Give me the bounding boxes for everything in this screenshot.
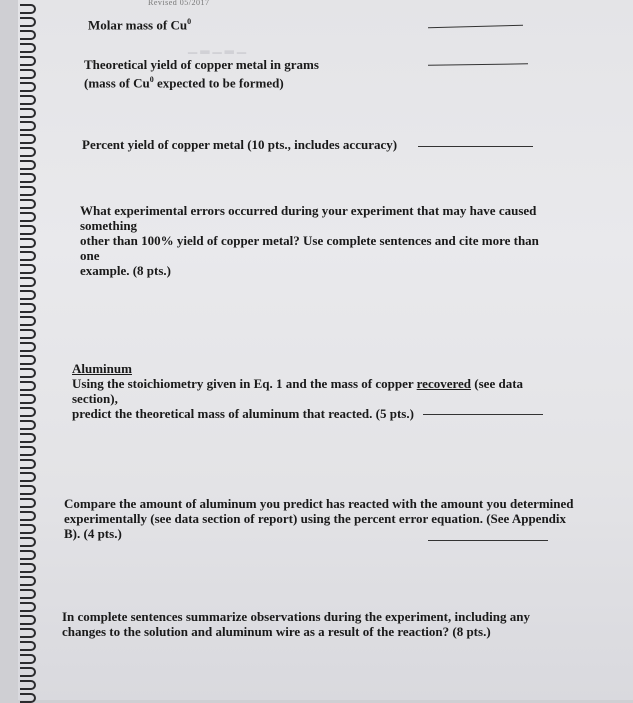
summarize-line1: In complete sentences summarize observations during the experiment, including any [62, 609, 530, 624]
spiral-loop [20, 355, 36, 365]
spiral-loop [20, 498, 36, 508]
percent-yield-answer-line[interactable] [418, 146, 533, 147]
errors-line1: What experimental errors occurred during your experiment that may have caused something [80, 203, 537, 233]
spiral-loop [20, 290, 36, 300]
spiral-loop [20, 511, 36, 521]
spiral-loop [20, 329, 36, 339]
spiral-loop [20, 303, 36, 313]
spiral-loop [20, 563, 36, 573]
errors-line2: other than 100% yield of copper metal? Use complete sentences and cite more than one [80, 233, 539, 263]
spiral-loop [20, 459, 36, 469]
compare-answer-line[interactable] [428, 540, 548, 541]
spiral-loop [20, 17, 36, 27]
errors-line3: example. (8 pts.) [80, 263, 171, 278]
spiral-loop [20, 667, 36, 677]
percent-yield-label: Percent yield of copper metal (10 pts., includes accuracy) [82, 137, 398, 152]
spiral-loop [20, 4, 36, 14]
compare-line2: experimentally (see data section of report) using the percent error equation. (See Appendix [64, 511, 567, 526]
summarize-question [62, 609, 577, 639]
bleed-through-text: ▁ ▂ ▁ ▂ ▁ [188, 40, 247, 54]
aluminum-line1-recovered: recovered [416, 376, 472, 391]
theoretical-yield-line2 [84, 72, 319, 90]
header-revision: Revised 05/2017 [148, 0, 210, 7]
theoretical-yield-answer-line[interactable] [428, 63, 528, 65]
spiral-loop [20, 472, 36, 482]
spiral-loop [20, 524, 36, 534]
aluminum-line2: predict the theoretical mass of aluminum that reacted. (5 pts.) [72, 406, 414, 421]
spiral-loop [20, 212, 36, 222]
spiral-loop [20, 56, 36, 66]
theoretical-yield-label [84, 57, 319, 90]
spiral-loop [20, 121, 36, 131]
spiral-loop [20, 368, 36, 378]
spiral-loop [20, 641, 36, 651]
aluminum-line1 [72, 376, 572, 406]
summarize-line2: changes to the solution and aluminum wire as a result of the reaction? (8 pts.) [62, 624, 491, 639]
compare-line1: Compare the amount of aluminum you predict has reacted with the amount you determined [64, 496, 574, 511]
spiral-loop [20, 420, 36, 430]
spiral-loop [20, 186, 36, 196]
errors-question [80, 203, 560, 278]
spiral-loop [20, 134, 36, 144]
spiral-loop [20, 316, 36, 326]
spiral-loop [20, 160, 36, 170]
spiral-loop [20, 199, 36, 209]
spiral-loop [20, 654, 36, 664]
spiral-loop [20, 602, 36, 612]
spiral-loop [20, 225, 36, 235]
aluminum-section [72, 361, 572, 421]
theoretical-yield-line2-pre: (mass of Cu [84, 75, 150, 91]
spiral-loop [20, 251, 36, 261]
spiral-loop [20, 69, 36, 79]
molar-mass-label [88, 14, 191, 32]
spiral-loop [20, 693, 36, 703]
compare-question [64, 496, 574, 541]
spiral-loop [20, 277, 36, 287]
theoretical-yield-line2-post: expected to be formed) [153, 75, 284, 91]
spiral-binding [18, 0, 40, 700]
spiral-loop [20, 576, 36, 586]
theoretical-yield-line1: Theoretical yield of copper metal in grams [84, 57, 319, 72]
spiral-loop [20, 615, 36, 625]
spiral-loop [20, 30, 36, 40]
spiral-loop [20, 446, 36, 456]
spiral-loop [20, 264, 36, 274]
spiral-loop [20, 433, 36, 443]
spiral-loop [20, 407, 36, 417]
aluminum-line1-post: (see data section), [72, 376, 524, 406]
worksheet-page [18, 0, 633, 700]
spiral-loop [20, 342, 36, 352]
aluminum-answer-line[interactable] [423, 414, 543, 415]
spiral-loop [20, 43, 36, 53]
spiral-loop [20, 147, 36, 157]
spiral-loop [20, 680, 36, 690]
compare-line3: B). (4 pts.) [64, 526, 122, 541]
theoretical-yield-line2-sup: 0 [149, 75, 154, 84]
spiral-loop [20, 537, 36, 547]
aluminum-heading: Aluminum [72, 361, 132, 376]
spiral-loop [20, 589, 36, 599]
spiral-loop [20, 108, 36, 118]
spiral-loop [20, 485, 36, 495]
spiral-loop [20, 394, 36, 404]
spiral-loop [20, 95, 36, 105]
aluminum-line1-pre: Using the stoichiometry given in Eq. 1 and the mass of copper [72, 376, 417, 391]
spiral-loop [20, 550, 36, 560]
spiral-loop [20, 381, 36, 391]
spiral-loop [20, 82, 36, 92]
molar-mass-text: Molar mass of Cu [88, 17, 188, 33]
molar-mass-sup: 0 [187, 17, 192, 26]
spiral-loop [20, 238, 36, 248]
spiral-loop [20, 173, 36, 183]
molar-mass-answer-line[interactable] [428, 25, 523, 28]
spiral-loop [20, 628, 36, 638]
